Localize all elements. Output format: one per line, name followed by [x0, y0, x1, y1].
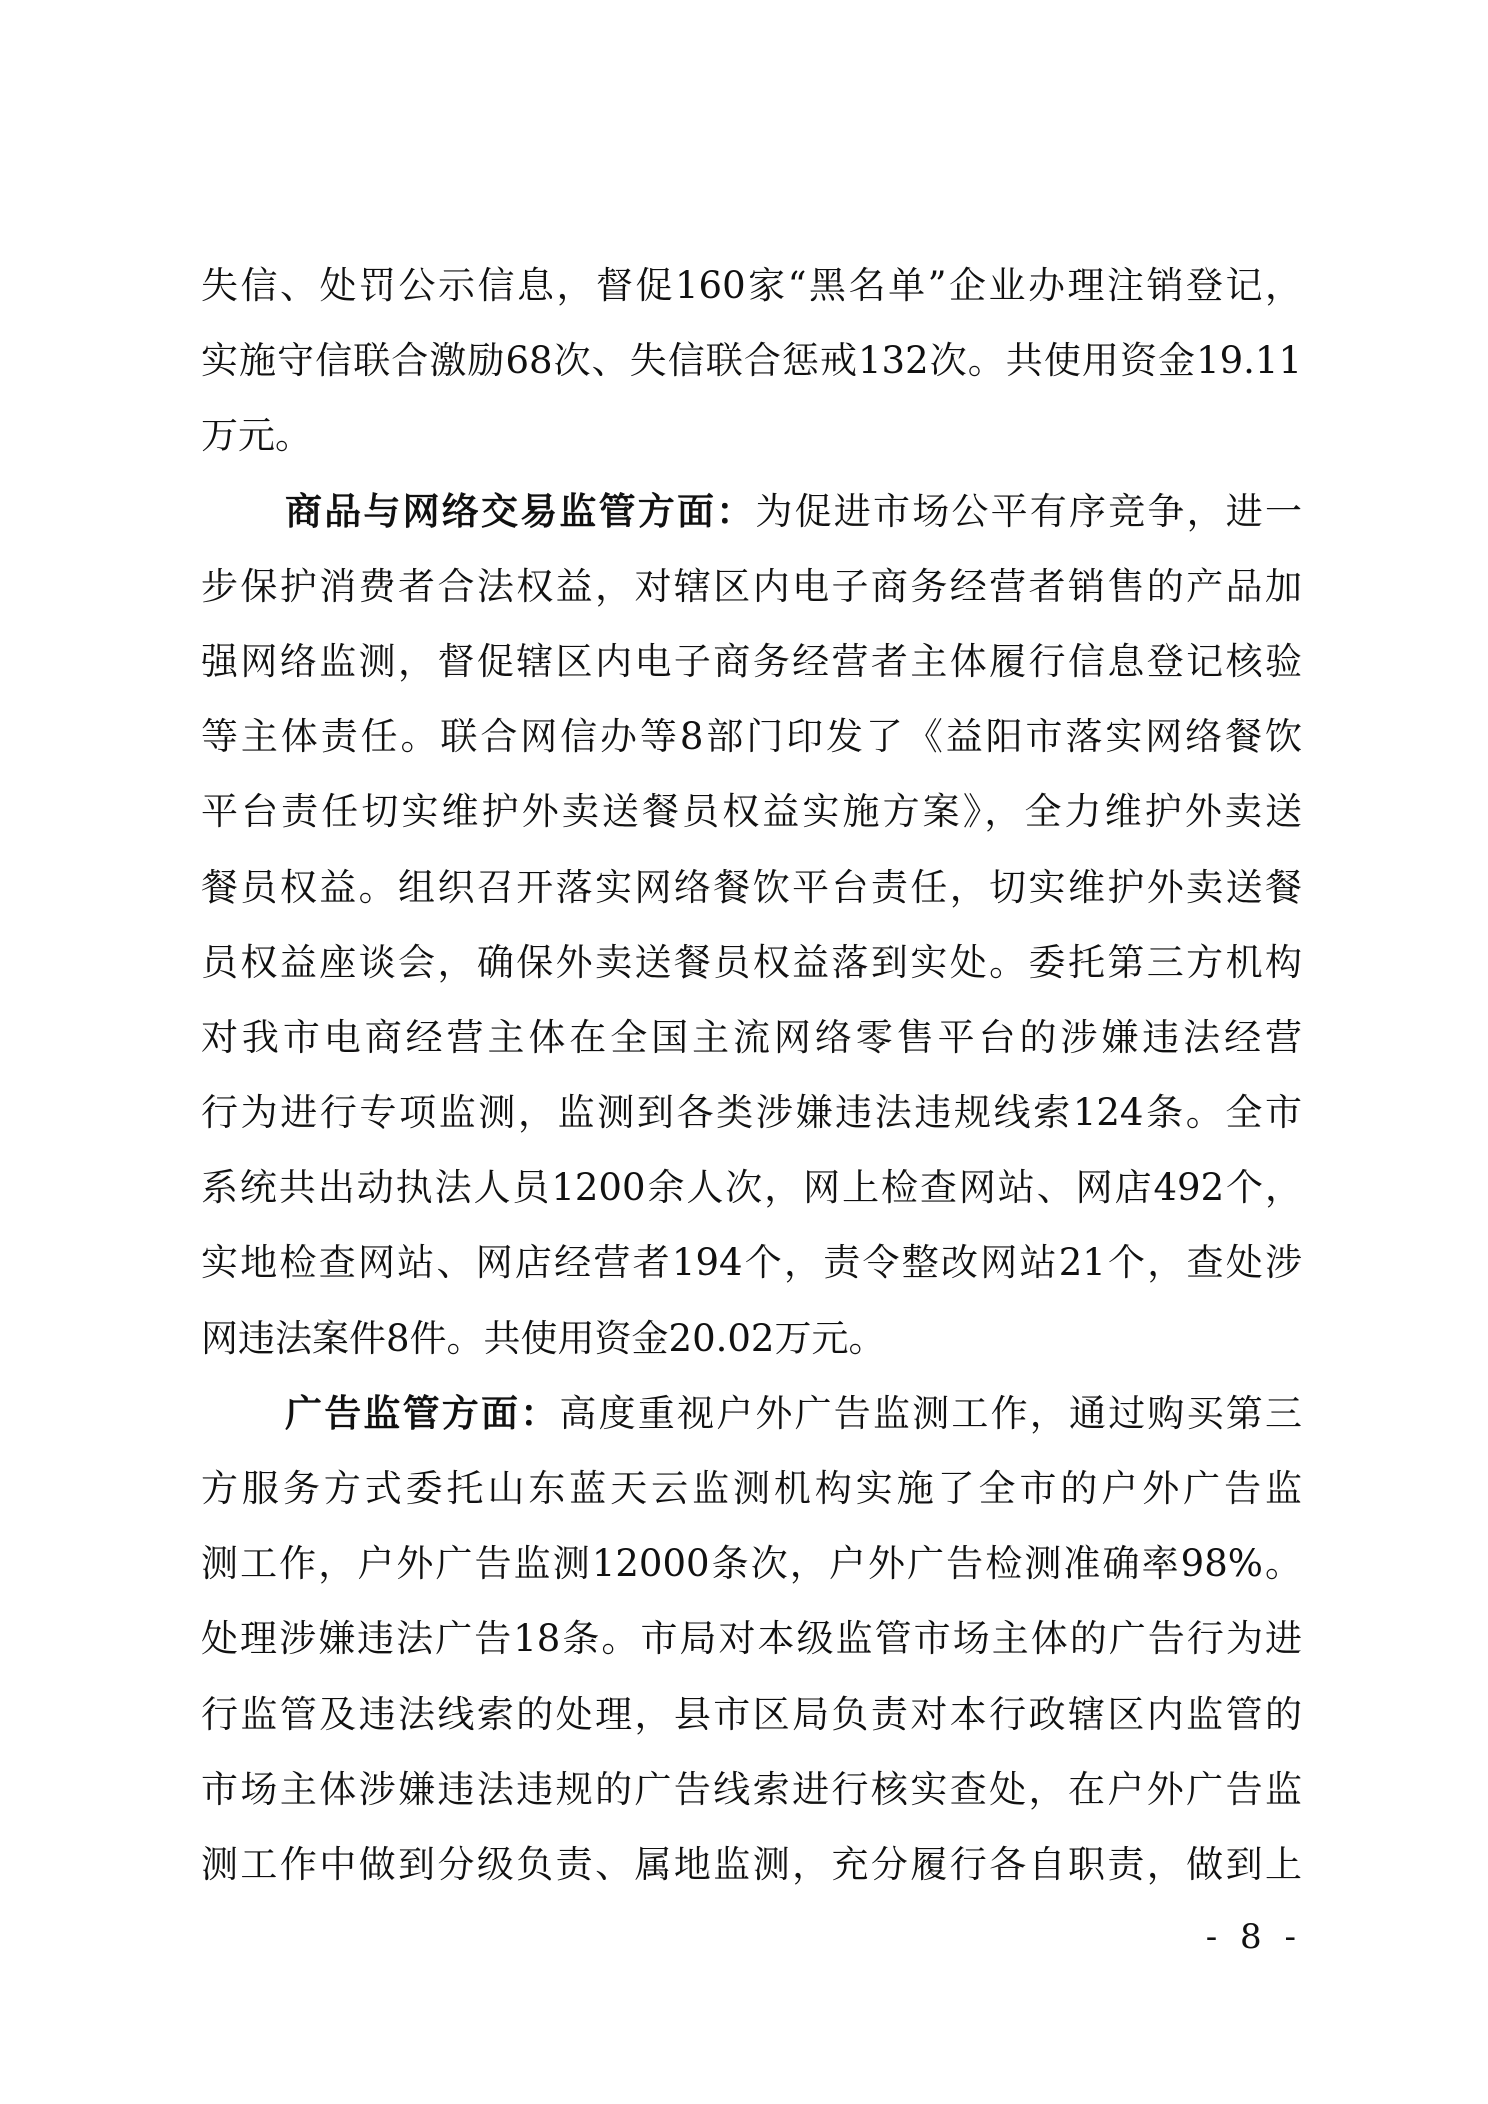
- line-text: 等主体责任。联合网信办等8部门印发了《益阳市落实网络餐饮: [201, 715, 1302, 759]
- paragraph: [201, 1376, 1302, 1902]
- text-line: [201, 1075, 1302, 1150]
- line-text: 测工作中做到分级负责、属地监测，充分履行各自职责，做到上: [201, 1842, 1302, 1886]
- text-line: [201, 474, 1302, 549]
- text-line: [201, 624, 1302, 699]
- text-line: [201, 549, 1302, 624]
- text-line: [201, 774, 1302, 849]
- text-line: [201, 699, 1302, 774]
- line-text: 行监管及违法线索的处理，县市区局负责对本行政辖区内监管的: [201, 1692, 1302, 1736]
- line-text: 行为进行专项监测，监测到各类涉嫌违法违规线索124条。全市: [201, 1091, 1302, 1135]
- line-text: 方服务方式委托山东蓝天云监测机构实施了全市的户外广告监: [201, 1467, 1302, 1510]
- text-line: [201, 1677, 1302, 1752]
- line-text: 失信、处罚公示信息，督促160家“黑名单”企业办理注销登记，: [201, 264, 1302, 307]
- line-text: 系统共出动执法人员1200余人次，网上检查网站、网店492个，: [201, 1166, 1302, 1210]
- text-line: [201, 323, 1302, 398]
- text-line: [201, 1827, 1302, 1902]
- text-line: [201, 1601, 1302, 1676]
- paragraph: [201, 474, 1302, 1376]
- line-text: 员权益座谈会，确保外卖送餐员权益落到实处。委托第三方机构: [201, 940, 1302, 984]
- section-heading: 广告监管方面：: [285, 1390, 560, 1435]
- text-line: [201, 398, 1302, 473]
- line-text: 测工作，户外广告监测12000条次，户外广告检测准确率98%。: [201, 1542, 1302, 1586]
- text-line: [201, 1150, 1302, 1225]
- line-text: 餐员权益。组织召开落实网络餐饮平台责任，切实维护外卖送餐: [201, 865, 1302, 909]
- line-text: 处理涉嫌违法广告18条。市局对本级监管市场主体的广告行为进: [201, 1617, 1302, 1661]
- text-line: [201, 1376, 1302, 1451]
- text-line: [201, 1225, 1302, 1300]
- line-text: 步保护消费者合法权益，对辖区内电子商务经营者销售的产品加: [201, 564, 1302, 608]
- text-line: [201, 1752, 1302, 1827]
- line-text: 为促进市场公平有序竞争，进一: [755, 489, 1303, 533]
- text-line: [201, 248, 1302, 323]
- text-line: [201, 925, 1302, 1000]
- line-text: 网违法案件8件。共使用资金20.02万元。: [201, 1316, 886, 1360]
- paragraph: [201, 248, 1302, 474]
- line-text: 实地检查网站、网店经营者194个，责令整改网站21个，查处涉: [201, 1241, 1302, 1285]
- line-text: 平台责任切实维护外卖送餐员权益实施方案》，全力维护外卖送: [201, 790, 1302, 834]
- text-line: [201, 1526, 1302, 1601]
- text-line: [201, 1000, 1302, 1075]
- line-text: 对我市电商经营主体在全国主流网络零售平台的涉嫌违法经营: [201, 1015, 1302, 1059]
- text-line: [201, 1301, 1302, 1376]
- text-line: [201, 850, 1302, 925]
- line-text: 万元。: [201, 414, 312, 458]
- text-line: [201, 1451, 1302, 1526]
- line-text: 实施守信联合激励68次、失信联合惩戒132次。共使用资金19.11: [201, 339, 1302, 383]
- page-number: - 8 -: [1205, 1917, 1302, 1957]
- section-heading: 商品与网络交易监管方面：: [285, 488, 756, 533]
- line-text: 高度重视户外广告监测工作，通过购买第三: [559, 1391, 1303, 1435]
- document-body: [201, 248, 1302, 1902]
- line-text: 强网络监测，督促辖区内电子商务经营者主体履行信息登记核验: [201, 639, 1302, 683]
- line-text: 市场主体涉嫌违法违规的广告线索进行核实查处，在户外广告监: [201, 1767, 1302, 1811]
